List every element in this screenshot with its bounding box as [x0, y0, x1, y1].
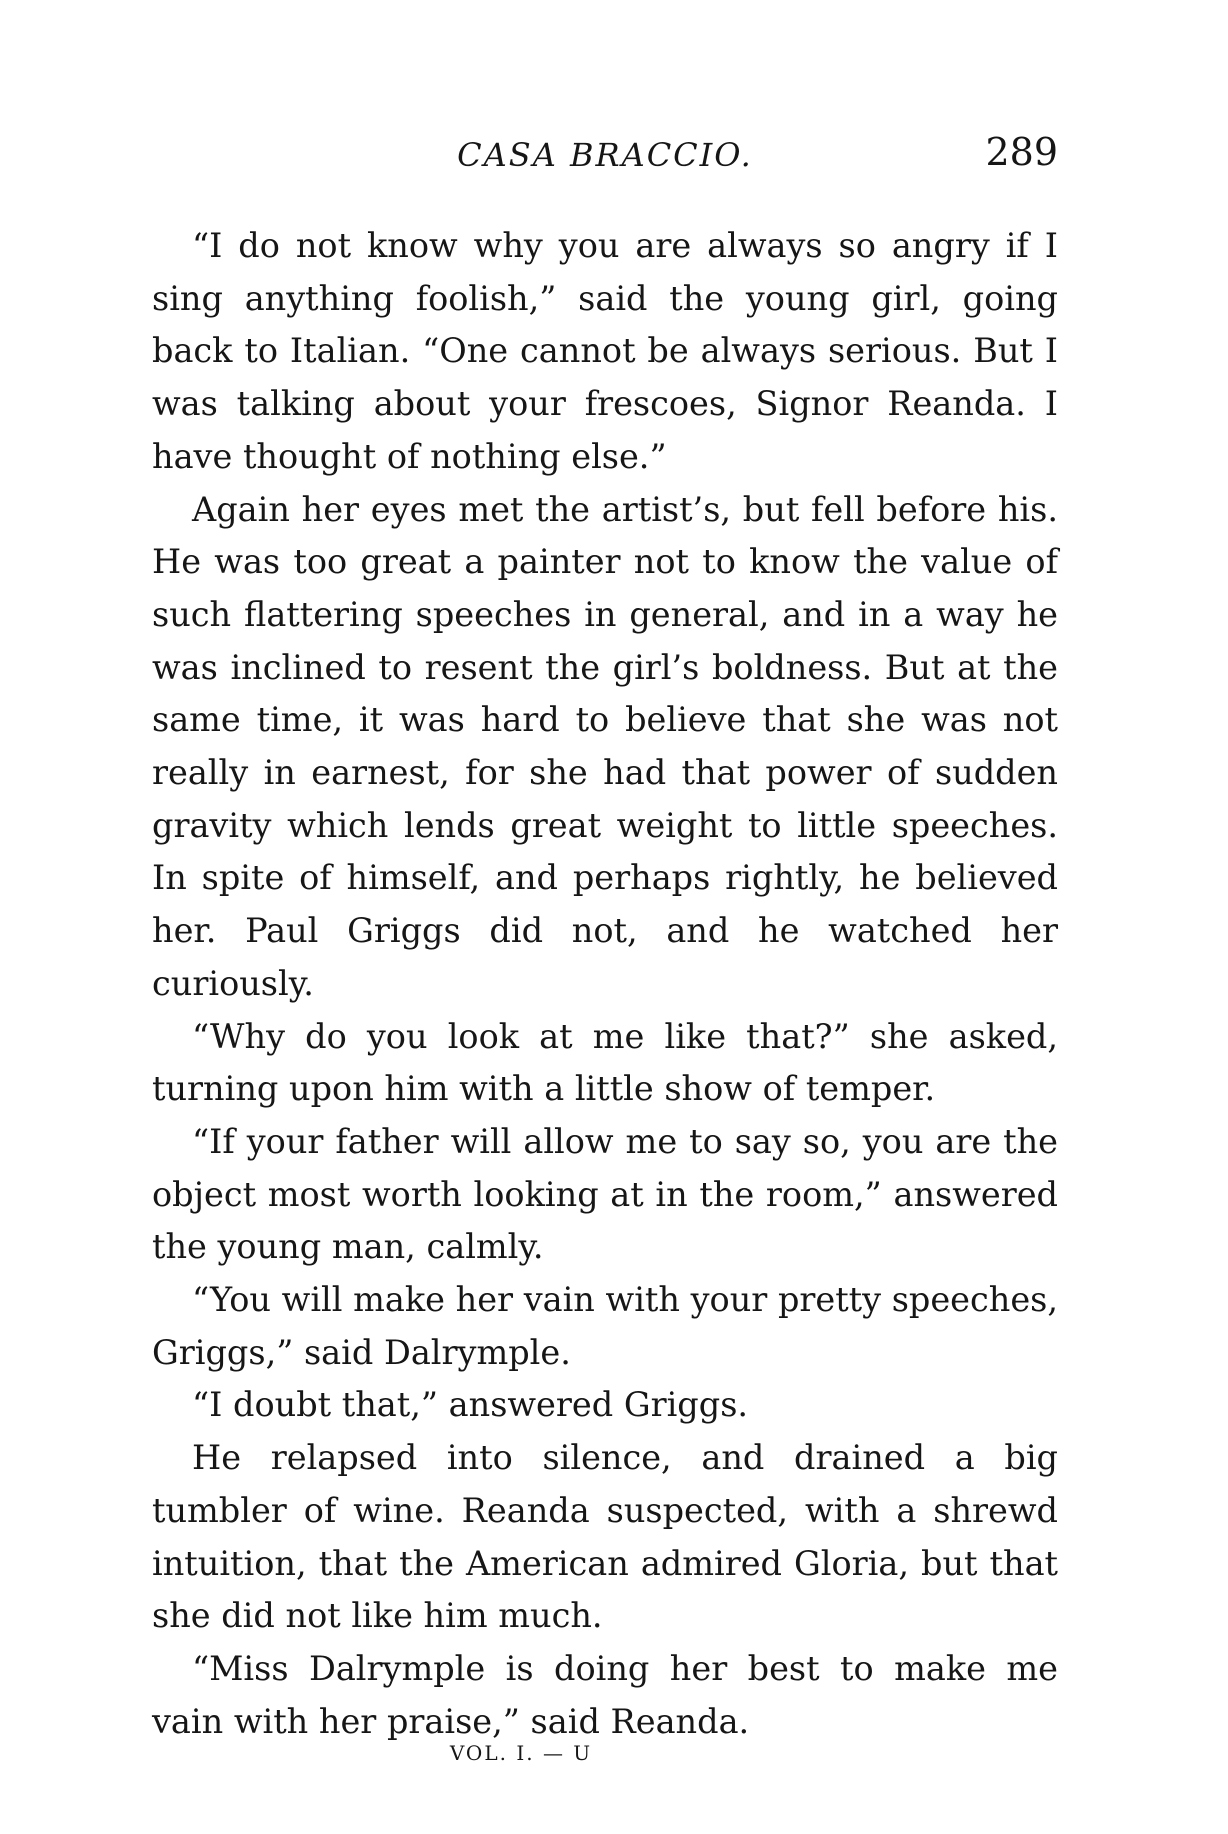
running-title: CASA BRACCIO. [457, 136, 753, 174]
signature-text: VOL. I. — U [449, 1741, 593, 1765]
paragraph: “Miss Dalrymple is doing her best to make me vain with her praise,” said Reanda. [152, 1648, 1058, 1741]
paragraph: Again her eyes met the artist’s, but fell before his. He was too great a painter not to know the value of such flattering speeches in general, and in a way he was inclined to resent the girl’s boldness. But at the same time, it was hard to believe that she was not really in earnest, for she had that power of sudden gravity which lends great weight to little speeches. In spite of himself, and perhaps rightly, he believed her. Paul Griggs did not, and he watched her curiously. [152, 489, 1058, 1003]
signature-mark [0, 1741, 1228, 1765]
page-number: 289 [985, 130, 1058, 174]
body-text [152, 220, 1058, 1748]
paragraph: “I do not know why you are always so angry if I sing anything foolish,” said the young girl, going back to Italian. “One cannot be always serious. But I was talking about your frescoes, Signor Reanda. I have thought of nothing else.” [152, 226, 1058, 476]
paragraph: He relapsed into silence, and drained a big tumbler of wine. Reanda suspected, with a shrewd intuition, that the American admired Gloria, but that she did not like him much. [152, 1438, 1058, 1636]
paragraph: “If your father will allow me to say so, you are the object most worth looking at in the room,” answered the young man, calmly. [152, 1121, 1058, 1267]
paragraph: “I doubt that,” answered Griggs. [192, 1385, 749, 1425]
paragraph: “You will make her vain with your pretty speeches, Griggs,” said Dalrymple. [152, 1280, 1059, 1372]
page-header [152, 128, 1058, 188]
paragraph: “Why do you look at me like that?” she asked, turning upon him with a little show of temper. [152, 1016, 1058, 1109]
